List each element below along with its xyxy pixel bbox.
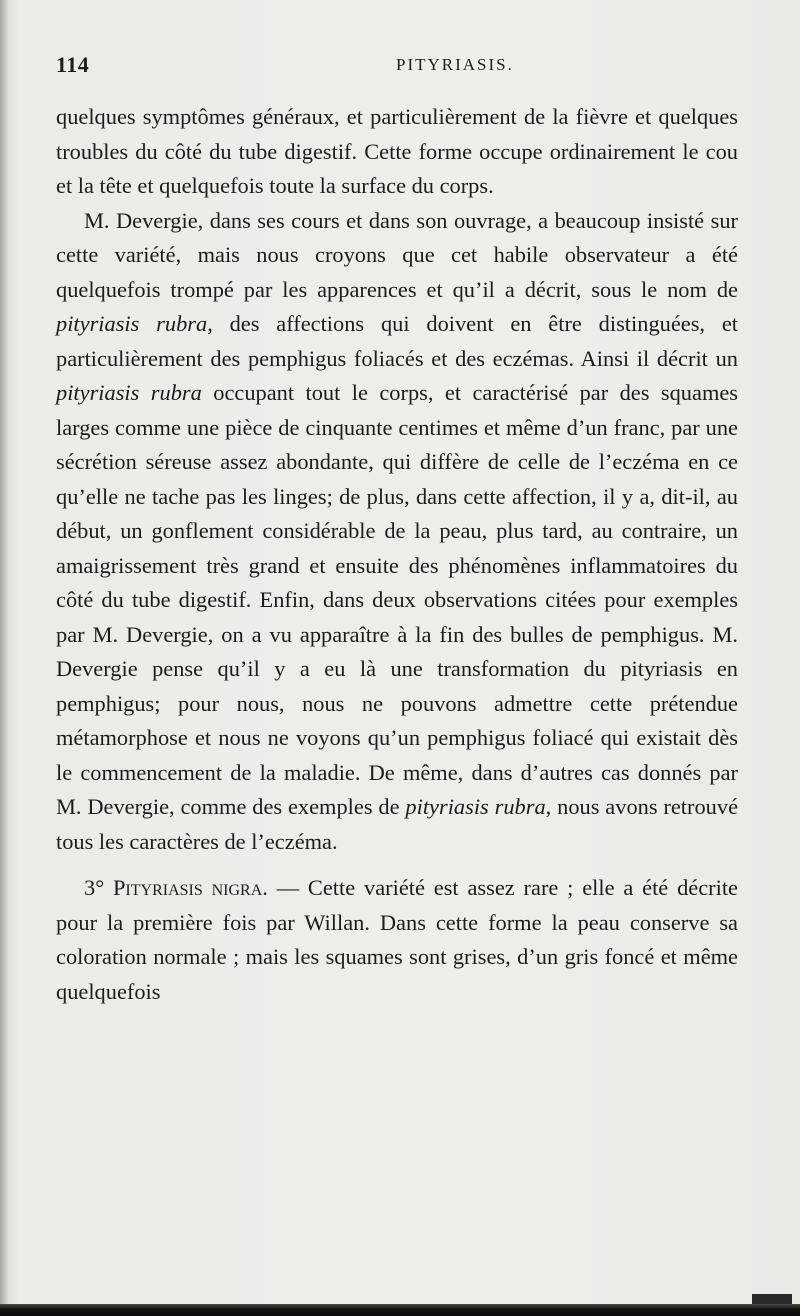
scan-bottom-edge xyxy=(0,1304,800,1316)
scan-edge-mark xyxy=(752,1294,792,1304)
italic-term-2: pityriasis rubra xyxy=(56,380,202,405)
paragraph-3-text: — Cette variété est assez rare ; elle a été décrite pour la première fois par Willan. Dans cette forme la peau conserve sa coloration normale ; mais les squames sont grises, d’un gris foncé et même quelquefois xyxy=(56,875,738,1004)
paragraph-3 xyxy=(56,871,738,1009)
section-number: 3° xyxy=(84,875,113,900)
italic-term-3: pityriasis rubra xyxy=(405,794,546,819)
paragraph-1: quelques symptômes généraux, et particulièrement de la fièvre et quelques troubles du côté du tube digestif. Cette forme occupe ordinairement le cou et la tête et quelquefois toute la surface du corps. xyxy=(56,104,738,198)
paragraph-2-part-a: M. Devergie, dans ses cours et dans son ouvrage, a beaucoup insisté sur cette variété, mais nous croyons que cet habile observateur a été quelquefois trompé par les apparences et qu’il a décrit, sous le nom de xyxy=(56,207,738,302)
italic-term-1: pityriasis rubra xyxy=(56,311,208,336)
section-heading: Pityriasis nigra. xyxy=(112,875,268,900)
paragraph-2 xyxy=(56,204,738,860)
page-number: 114 xyxy=(56,52,90,77)
paragraph-2-part-d: , nous avons retrouvé tous les caractères de l’eczéma. xyxy=(56,794,739,854)
paragraph-2-part-c: occupant tout le corps, et caractérisé par des squames larges comme une pièce de cinquante centimes et même d’un franc, par une sécrétion séreuse assez abondante, qui diffère de celle de l’eczéma en ce qu’elle ne tache pas les linges; de plus, dans cette affection, il y a, dit-il, au début, un gonflement considérable de la peau, plus tard, au contraire, un amaigrissement très grand et ensuite des phénomènes inflammatoires du côté du tube digestif. Enfin, dans deux observations citées pour exemples par M. Devergie, on a vu apparaître à la fin des bulles de pemphigus. M. Devergie pense qu’il y a eu là une transformation du pityriasis en pemphigus; pour nous, nous ne pouvons admettre cette prétendue métamorphose et nous ne voyons qu’un pemphigus foliacé qui existait dès le commencement de la maladie. De même, dans d’autres cas donnés par M. Devergie, comme des exemples de xyxy=(56,380,739,819)
body-text xyxy=(56,100,738,1009)
paragraph-2-part-b: , des affections qui doivent en être distinguées, et particulièrement des pemphigus foliacés et des eczémas. Ainsi il décrit un xyxy=(56,311,738,371)
running-title: PITYRIASIS. xyxy=(396,55,514,74)
page-header xyxy=(56,52,746,88)
page-gutter-shadow xyxy=(0,0,8,1316)
